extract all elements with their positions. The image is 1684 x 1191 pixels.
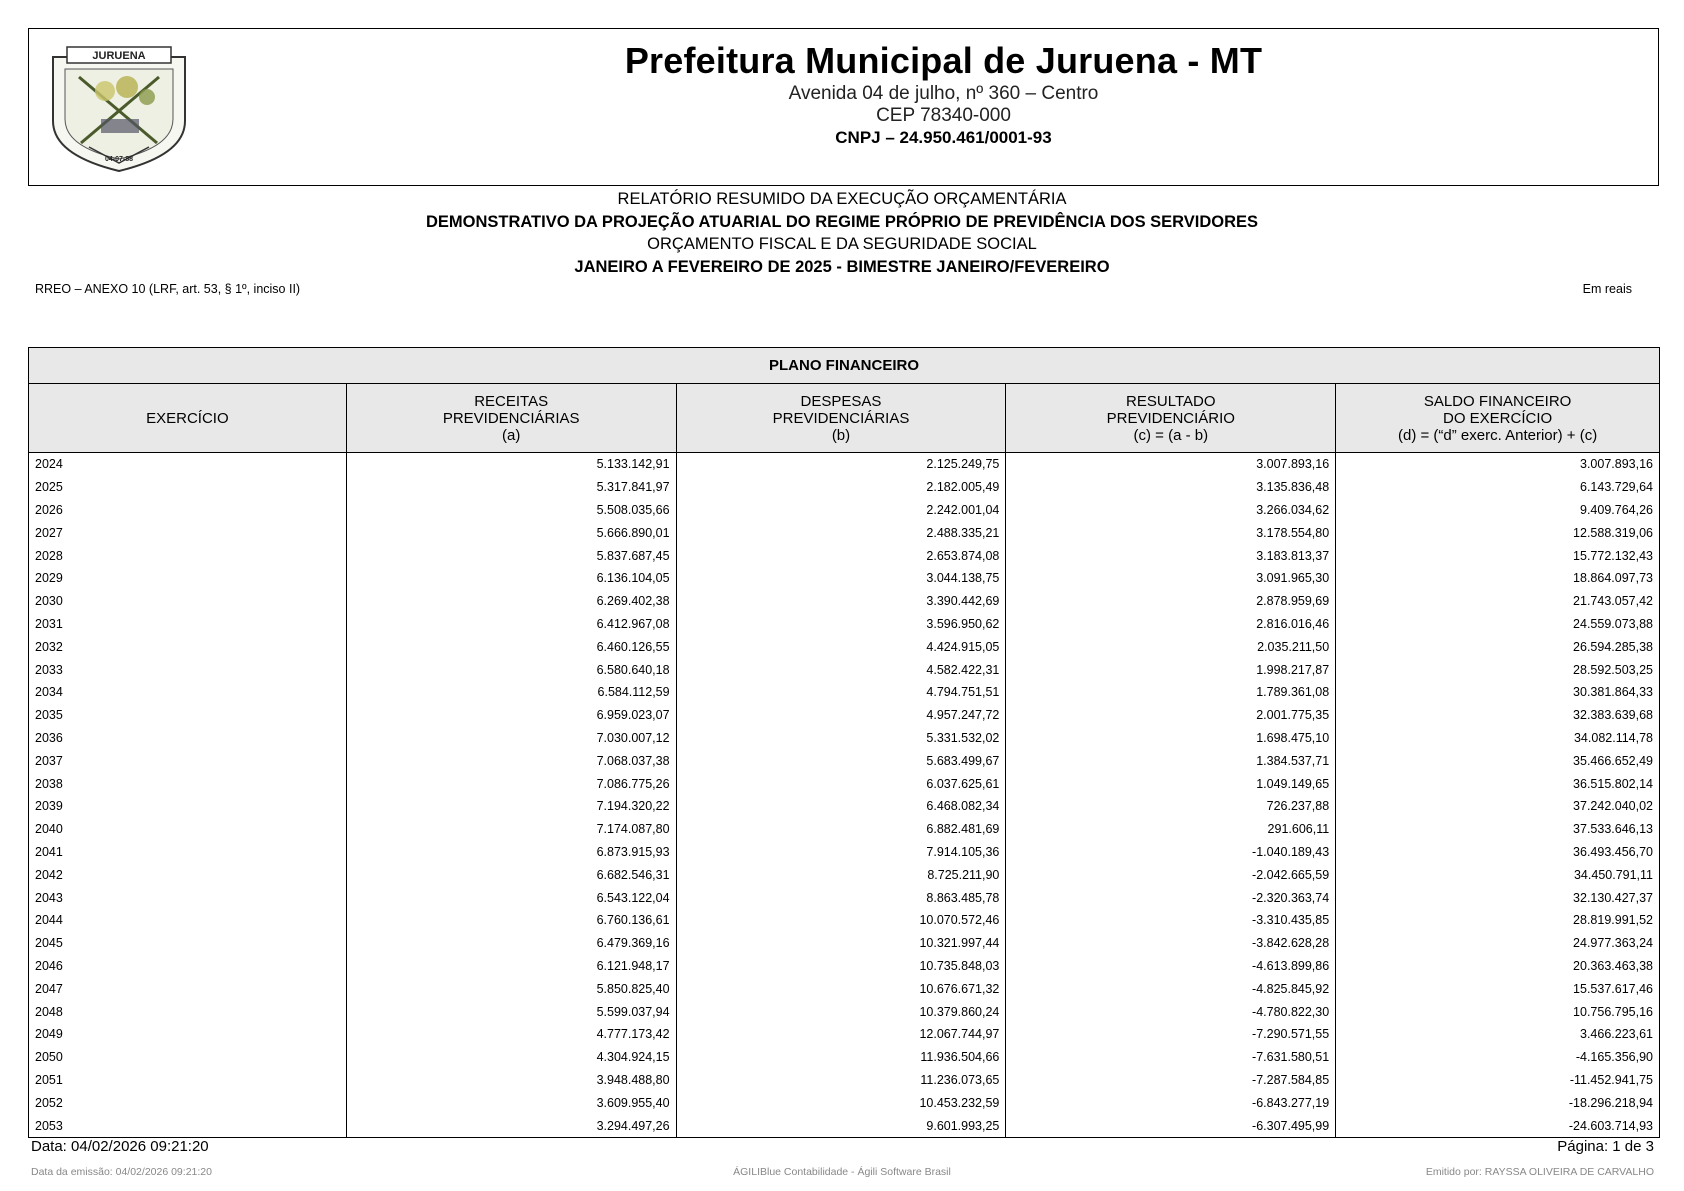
table-row <box>29 932 1660 955</box>
value-cell: 6.136.104,05 <box>346 567 676 590</box>
value-cell: 35.466.652,49 <box>1336 749 1660 772</box>
year-cell: 2048 <box>29 1000 347 1023</box>
table-row <box>29 886 1660 909</box>
org-cep: CEP 78340-000 <box>876 105 1011 126</box>
table-row <box>29 658 1660 681</box>
issuer-name: Emitido por: RAYSSA OLIVEIRA DE CARVALHO <box>1425 1166 1654 1178</box>
year-cell: 2053 <box>29 1114 347 1137</box>
year-cell: 2045 <box>29 932 347 955</box>
year-cell: 2051 <box>29 1069 347 1092</box>
value-cell: 8.863.485,78 <box>676 886 1006 909</box>
value-cell: 3.091.965,30 <box>1006 567 1336 590</box>
value-cell: -7.287.584,85 <box>1006 1069 1336 1092</box>
year-cell: 2036 <box>29 727 347 750</box>
value-cell: 36.515.802,14 <box>1336 772 1660 795</box>
column-header <box>676 384 1006 453</box>
value-cell: 5.317.841,97 <box>346 476 676 499</box>
year-cell: 2042 <box>29 863 347 886</box>
svg-text:JURUENA: JURUENA <box>92 50 146 62</box>
table-row <box>29 476 1660 499</box>
value-cell: 1.998.217,87 <box>1006 658 1336 681</box>
value-cell: 10.735.848,03 <box>676 955 1006 978</box>
year-cell: 2024 <box>29 453 347 476</box>
column-header <box>346 384 676 453</box>
year-cell: 2025 <box>29 476 347 499</box>
year-cell: 2044 <box>29 909 347 932</box>
value-cell: 21.743.057,42 <box>1336 590 1660 613</box>
column-header-line: RESULTADO <box>1126 392 1216 410</box>
table-row <box>29 704 1660 727</box>
value-cell: 6.479.369,16 <box>346 932 676 955</box>
column-header <box>1336 384 1660 453</box>
year-cell: 2026 <box>29 499 347 522</box>
table-row <box>29 863 1660 886</box>
table-row <box>29 841 1660 864</box>
value-cell: 5.331.532,02 <box>676 727 1006 750</box>
table-row <box>29 1023 1660 1046</box>
table-row <box>29 567 1660 590</box>
value-cell: 24.559.073,88 <box>1336 613 1660 636</box>
value-cell: 36.493.456,70 <box>1336 841 1660 864</box>
value-cell: 2.125.249,75 <box>676 453 1006 476</box>
value-cell: 5.666.890,01 <box>346 521 676 544</box>
value-cell: 2.242.001,04 <box>676 499 1006 522</box>
value-cell: 2.488.335,21 <box>676 521 1006 544</box>
column-header-line: DO EXERCÍCIO <box>1443 409 1553 427</box>
value-cell: 6.543.122,04 <box>346 886 676 909</box>
value-cell: 12.588.319,06 <box>1336 521 1660 544</box>
column-header-line: SALDO FINANCEIRO <box>1423 392 1572 410</box>
emission-date: Data da emissão: 04/02/2026 09:21:20 <box>31 1166 212 1178</box>
value-cell: 2.878.959,69 <box>1006 590 1336 613</box>
footer-date: Data: 04/02/2026 09:21:20 <box>31 1138 209 1155</box>
value-cell: 10.756.795,16 <box>1336 1000 1660 1023</box>
annex-reference: RREO – ANEXO 10 (LRF, art. 53, § 1º, inciso II) <box>35 282 301 296</box>
value-cell: 11.236.073,65 <box>676 1069 1006 1092</box>
value-cell: 30.381.864,33 <box>1336 681 1660 704</box>
value-cell: 6.882.481,69 <box>676 818 1006 841</box>
value-cell: 4.777.173,42 <box>346 1023 676 1046</box>
value-cell: 9.409.764,26 <box>1336 499 1660 522</box>
year-cell: 2046 <box>29 955 347 978</box>
value-cell: 2.816.016,46 <box>1006 613 1336 636</box>
value-cell: 3.466.223,61 <box>1336 1023 1660 1046</box>
value-cell: 6.468.082,34 <box>676 795 1006 818</box>
table-title: PLANO FINANCEIRO <box>29 348 1660 384</box>
value-cell: -4.780.822,30 <box>1006 1000 1336 1023</box>
year-cell: 2030 <box>29 590 347 613</box>
value-cell: -4.825.845,92 <box>1006 977 1336 1000</box>
value-cell: 28.592.503,25 <box>1336 658 1660 681</box>
unit-label: Em reais <box>1582 282 1632 296</box>
value-cell: 3.609.955,40 <box>346 1091 676 1114</box>
org-cnpj: CNPJ – 24.950.461/0001-93 <box>835 128 1052 147</box>
value-cell: -11.452.941,75 <box>1336 1069 1660 1092</box>
value-cell: 37.533.646,13 <box>1336 818 1660 841</box>
value-cell: 15.537.617,46 <box>1336 977 1660 1000</box>
value-cell: 4.794.751,51 <box>676 681 1006 704</box>
table-row <box>29 544 1660 567</box>
value-cell: 2.035.211,50 <box>1006 635 1336 658</box>
value-cell: 34.082.114,78 <box>1336 727 1660 750</box>
table-row <box>29 635 1660 658</box>
column-header-row <box>29 384 1660 453</box>
value-cell: 3.135.836,48 <box>1006 476 1336 499</box>
value-cell: 5.683.499,67 <box>676 749 1006 772</box>
value-cell: -7.290.571,55 <box>1006 1023 1336 1046</box>
value-cell: 6.037.625,61 <box>676 772 1006 795</box>
org-address: Avenida 04 de julho, nº 360 – Centro <box>788 83 1099 104</box>
header-box <box>28 28 1659 186</box>
value-cell: -24.603.714,93 <box>1336 1114 1660 1137</box>
table-row <box>29 1046 1660 1069</box>
year-cell: 2027 <box>29 521 347 544</box>
value-cell: 5.837.687,45 <box>346 544 676 567</box>
value-cell: 4.304.924,15 <box>346 1046 676 1069</box>
value-cell: 1.789.361,08 <box>1006 681 1336 704</box>
value-cell: 6.269.402,38 <box>346 590 676 613</box>
column-header-line: DESPESAS <box>800 392 882 410</box>
page-indicator: Página: 1 de 3 <box>1557 1138 1654 1155</box>
value-cell: 34.450.791,11 <box>1336 863 1660 886</box>
value-cell: -2.320.363,74 <box>1006 886 1336 909</box>
column-header-line: PREVIDENCIÁRIO <box>1106 409 1235 427</box>
value-cell: 20.363.463,38 <box>1336 955 1660 978</box>
value-cell: 6.121.948,17 <box>346 955 676 978</box>
value-cell: 10.453.232,59 <box>676 1091 1006 1114</box>
value-cell: 5.508.035,66 <box>346 499 676 522</box>
column-header-line: EXERCÍCIO <box>146 409 229 427</box>
report-title-2: DEMONSTRATIVO DA PROJEÇÃO ATUARIAL DO REGIME PRÓPRIO DE PREVIDÊNCIA DOS SERVIDORES <box>425 212 1259 231</box>
year-cell: 2052 <box>29 1091 347 1114</box>
value-cell: 10.321.997,44 <box>676 932 1006 955</box>
value-cell: 8.725.211,90 <box>676 863 1006 886</box>
year-cell: 2028 <box>29 544 347 567</box>
value-cell: 1.384.537,71 <box>1006 749 1336 772</box>
value-cell: 2.182.005,49 <box>676 476 1006 499</box>
column-header-line: RECEITAS <box>474 392 549 410</box>
table-row <box>29 818 1660 841</box>
year-cell: 2049 <box>29 1023 347 1046</box>
value-cell: 3.007.893,16 <box>1336 453 1660 476</box>
year-cell: 2034 <box>29 681 347 704</box>
svg-text:04-07-88: 04-07-88 <box>104 156 134 163</box>
table-row <box>29 453 1660 476</box>
value-cell: 6.584.112,59 <box>346 681 676 704</box>
value-cell: 10.070.572,46 <box>676 909 1006 932</box>
value-cell: 11.936.504,66 <box>676 1046 1006 1069</box>
value-cell: 18.864.097,73 <box>1336 567 1660 590</box>
column-header <box>29 384 347 453</box>
year-cell: 2037 <box>29 749 347 772</box>
table-row <box>29 977 1660 1000</box>
value-cell: 6.760.136,61 <box>346 909 676 932</box>
value-cell: 3.044.138,75 <box>676 567 1006 590</box>
table-row <box>29 772 1660 795</box>
year-cell: 2029 <box>29 567 347 590</box>
column-header <box>1006 384 1336 453</box>
table-row <box>29 521 1660 544</box>
juruena-seal-logo <box>45 43 193 175</box>
table-row <box>29 955 1660 978</box>
table-row <box>29 1000 1660 1023</box>
value-cell: 26.594.285,38 <box>1336 635 1660 658</box>
value-cell: 2.653.874,08 <box>676 544 1006 567</box>
report-title-1: RELATÓRIO RESUMIDO DA EXECUÇÃO ORÇAMENTÁRIA <box>617 190 1067 208</box>
column-header-line: (b) <box>831 426 851 444</box>
value-cell: 7.914.105,36 <box>676 841 1006 864</box>
value-cell: 6.412.967,08 <box>346 613 676 636</box>
value-cell: 726.237,88 <box>1006 795 1336 818</box>
value-cell: 3.596.950,62 <box>676 613 1006 636</box>
value-cell: 6.873.915,93 <box>346 841 676 864</box>
value-cell: 3.266.034,62 <box>1006 499 1336 522</box>
value-cell: 5.599.037,94 <box>346 1000 676 1023</box>
value-cell: 7.086.775,26 <box>346 772 676 795</box>
table-row <box>29 1091 1660 1114</box>
column-header-line: (d) = (“d” exerc. Anterior) + (c) <box>1397 426 1598 444</box>
value-cell: -3.310.435,85 <box>1006 909 1336 932</box>
table-row <box>29 613 1660 636</box>
table-row <box>29 499 1660 522</box>
plano-financeiro-table <box>28 347 1660 1138</box>
value-cell: -1.040.189,43 <box>1006 841 1336 864</box>
value-cell: 1.049.149,65 <box>1006 772 1336 795</box>
value-cell: 4.424.915,05 <box>676 635 1006 658</box>
value-cell: 12.067.744,97 <box>676 1023 1006 1046</box>
value-cell: 6.959.023,07 <box>346 704 676 727</box>
value-cell: 5.133.142,91 <box>346 453 676 476</box>
value-cell: 5.850.825,40 <box>346 977 676 1000</box>
software-credit: ÁGILIBlue Contabilidade - Ágili Software Brasil <box>733 1166 951 1178</box>
value-cell: 4.957.247,72 <box>676 704 1006 727</box>
value-cell: 3.183.813,37 <box>1006 544 1336 567</box>
value-cell: -6.843.277,19 <box>1006 1091 1336 1114</box>
table-row <box>29 749 1660 772</box>
value-cell: -3.842.628,28 <box>1006 932 1336 955</box>
value-cell: 7.068.037,38 <box>346 749 676 772</box>
value-cell: -2.042.665,59 <box>1006 863 1336 886</box>
value-cell: -6.307.495,99 <box>1006 1114 1336 1137</box>
value-cell: -4.613.899,86 <box>1006 955 1336 978</box>
table-row <box>29 727 1660 750</box>
value-cell: 28.819.991,52 <box>1336 909 1660 932</box>
column-header-line: PREVIDENCIÁRIAS <box>772 409 910 427</box>
year-cell: 2033 <box>29 658 347 681</box>
value-cell: -18.296.218,94 <box>1336 1091 1660 1114</box>
org-block <box>229 39 1658 149</box>
value-cell: 3.948.488,80 <box>346 1069 676 1092</box>
year-cell: 2038 <box>29 772 347 795</box>
value-cell: 4.582.422,31 <box>676 658 1006 681</box>
value-cell: 24.977.363,24 <box>1336 932 1660 955</box>
year-cell: 2032 <box>29 635 347 658</box>
year-cell: 2047 <box>29 977 347 1000</box>
report-title-4: JANEIRO A FEVEREIRO DE 2025 - BIMESTRE JANEIRO/FEVEREIRO <box>574 257 1110 276</box>
value-cell: 6.460.126,55 <box>346 635 676 658</box>
value-cell: -7.631.580,51 <box>1006 1046 1336 1069</box>
report-titles <box>0 188 1684 278</box>
year-cell: 2040 <box>29 818 347 841</box>
org-name: Prefeitura Municipal de Juruena - MT <box>624 40 1263 81</box>
value-cell: -4.165.356,90 <box>1336 1046 1660 1069</box>
year-cell: 2043 <box>29 886 347 909</box>
table-row <box>29 1114 1660 1137</box>
value-cell: 7.030.007,12 <box>346 727 676 750</box>
table-row <box>29 795 1660 818</box>
value-cell: 32.383.639,68 <box>1336 704 1660 727</box>
report-title-3: ORÇAMENTO FISCAL E DA SEGURIDADE SOCIAL <box>647 235 1037 253</box>
value-cell: 15.772.132,43 <box>1336 544 1660 567</box>
value-cell: 3.294.497,26 <box>346 1114 676 1137</box>
table-body <box>29 453 1660 1138</box>
value-cell: 3.178.554,80 <box>1006 521 1336 544</box>
year-cell: 2031 <box>29 613 347 636</box>
year-cell: 2050 <box>29 1046 347 1069</box>
value-cell: 7.174.087,80 <box>346 818 676 841</box>
value-cell: 6.143.729,64 <box>1336 476 1660 499</box>
column-header-line: (c) = (a - b) <box>1133 426 1209 444</box>
value-cell: 1.698.475,10 <box>1006 727 1336 750</box>
value-cell: 37.242.040,02 <box>1336 795 1660 818</box>
year-cell: 2039 <box>29 795 347 818</box>
table-row <box>29 909 1660 932</box>
value-cell: 9.601.993,25 <box>676 1114 1006 1137</box>
value-cell: 291.606,11 <box>1006 818 1336 841</box>
value-cell: 10.676.671,32 <box>676 977 1006 1000</box>
year-cell: 2035 <box>29 704 347 727</box>
value-cell: 2.001.775,35 <box>1006 704 1336 727</box>
year-cell: 2041 <box>29 841 347 864</box>
value-cell: 7.194.320,22 <box>346 795 676 818</box>
table-row <box>29 1069 1660 1092</box>
value-cell: 3.007.893,16 <box>1006 453 1336 476</box>
value-cell: 3.390.442,69 <box>676 590 1006 613</box>
value-cell: 10.379.860,24 <box>676 1000 1006 1023</box>
value-cell: 6.682.546,31 <box>346 863 676 886</box>
column-header-line: (a) <box>502 426 521 444</box>
column-header-line: PREVIDENCIÁRIAS <box>442 409 580 427</box>
table-row <box>29 681 1660 704</box>
value-cell: 6.580.640,18 <box>346 658 676 681</box>
table-row <box>29 590 1660 613</box>
value-cell: 32.130.427,37 <box>1336 886 1660 909</box>
